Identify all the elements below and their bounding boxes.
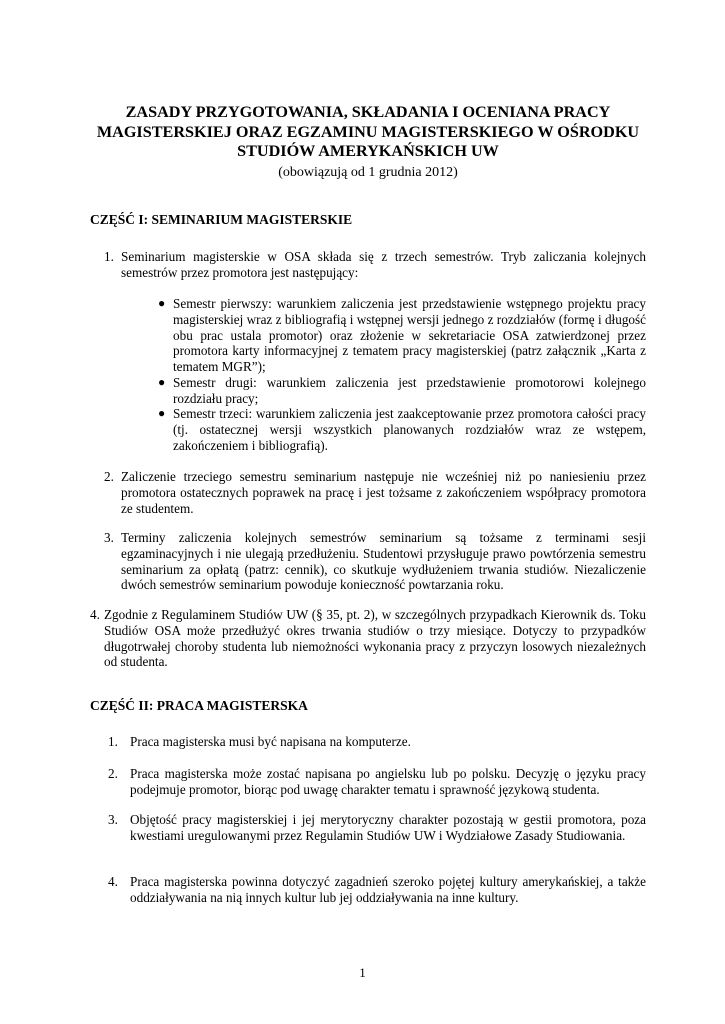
part1-item-2-number: 2. [104,469,114,484]
part1-bullet-1: Semestr pierwszy: warunkiem zaliczenia jest przedstawienie wstępnego projektu pracy magisterskiej wraz z bibliografią i wstępnej wersji jednego z rozdziałów (formę i długość obu prac ustala promotor) oraz złożenie w sekretariacie OSA zatwierdzonej przez promotora karty informacyjnej z tematem pracy magisterskiej (patrz załącznik „Karta z tematem MGR”); [173,296,646,375]
document-title: ZASADY PRZYGOTOWANIA, SKŁADANIA I OCENIANA PRACY MAGISTERSKIEJ ORAZ EGZAMINU MAGISTERSKIEGO W OŚRODKU STUDIÓW AMERYKAŃSKICH UW [96,103,640,160]
part1-item-3-text: Terminy zaliczenia kolejnych semestrów seminarium są tożsame z terminami sesji egzaminacyjnych i nie ulegają przedłużeniu. Studentowi przysługuje prawo powtórzenia semestru seminarium za opłatą (patrz: cennik), co skutkuje wydłużeniem trwania studiów. Niezaliczenie dwóch semestrów seminarium powoduje konieczność powtarzania roku. [121,530,646,593]
page-number: 1 [359,965,366,980]
bullet-dot-icon: ● [158,296,166,310]
bullet-dot-icon: ● [158,406,166,420]
part1-item-2-text: Zaliczenie trzeciego semestru seminarium następuje nie wcześniej niż po naniesieniu przez promotora ostatecznych poprawek na pracę i jest tożsame z zakończeniem współpracy promotora ze studentem. [121,469,646,516]
part1-item-3-number: 3. [104,530,114,545]
part1-bullet-2: Semestr drugi: warunkiem zaliczenia jest przedstawienie promotorowi kolejnego rozdziału pracy; [173,375,646,406]
part1-bullet-3: Semestr trzeci: warunkiem zaliczenia jest zaakceptowanie przez promotora całości pracy (tj. ostatecznej wersji wszystkich planowanych rozdziałów wraz ze wstępem, zakończeniem i bibliografią). [173,406,646,453]
part2-item-2-number: 2. [108,766,118,781]
bullet-dot-icon: ● [158,375,166,389]
part2-item-4-text: Praca magisterska powinna dotyczyć zagadnień szeroko pojętej kultury amerykańskiej, a także oddziaływania na nią innych kultur lub jej oddziaływania na inne kultury. [130,874,646,905]
part2-item-4-number: 4. [108,874,118,889]
part1-item-1-text: Seminarium magisterskie w OSA składa się z trzech semestrów. Tryb zaliczania kolejnych semestrów przez promotora jest następujący: [121,249,646,280]
part2-item-2-text: Praca magisterska może zostać napisana po angielsku lub po polsku. Decyzję o języku pracy podejmuje promotor, biorąc pod uwagę charakter tematu i sprawność językową studenta. [130,766,646,797]
part2-item-1-number: 1. [108,734,118,749]
part2-item-3-text: Objętość pracy magisterskiej i jej merytoryczny charakter pozostają w gestii promotora, poza kwestiami uregulowanymi przez Regulamin Studiów UW i Wydziałowe Zasady Studiowania. [130,812,646,843]
document-subtitle: (obowiązują od 1 grudnia 2012) [278,165,458,180]
part2-heading: CZĘŚĆ II: PRACA MAGISTERSKA [90,698,308,713]
part1-item-4-number: 4. [90,607,100,622]
part1-heading: CZĘŚĆ I: SEMINARIUM MAGISTERSKIE [90,212,353,227]
part1-item-1-number: 1. [104,249,114,264]
part2-item-3-number: 3. [108,812,118,827]
part2-item-1-text: Praca magisterska musi być napisana na komputerze. [130,734,411,749]
part1-item-4-text: Zgodnie z Regulaminem Studiów UW (§ 35, pt. 2), w szczególnych przypadkach Kierownik ds. Toku Studiów OSA może przedłużyć okres trwania studiów o trzy miesiące. Dotyczy to przypadków długotrwałej choroby studenta lub niemożności wykonania pracy z przyczyn losowych niezależnych od studenta. [104,607,646,670]
